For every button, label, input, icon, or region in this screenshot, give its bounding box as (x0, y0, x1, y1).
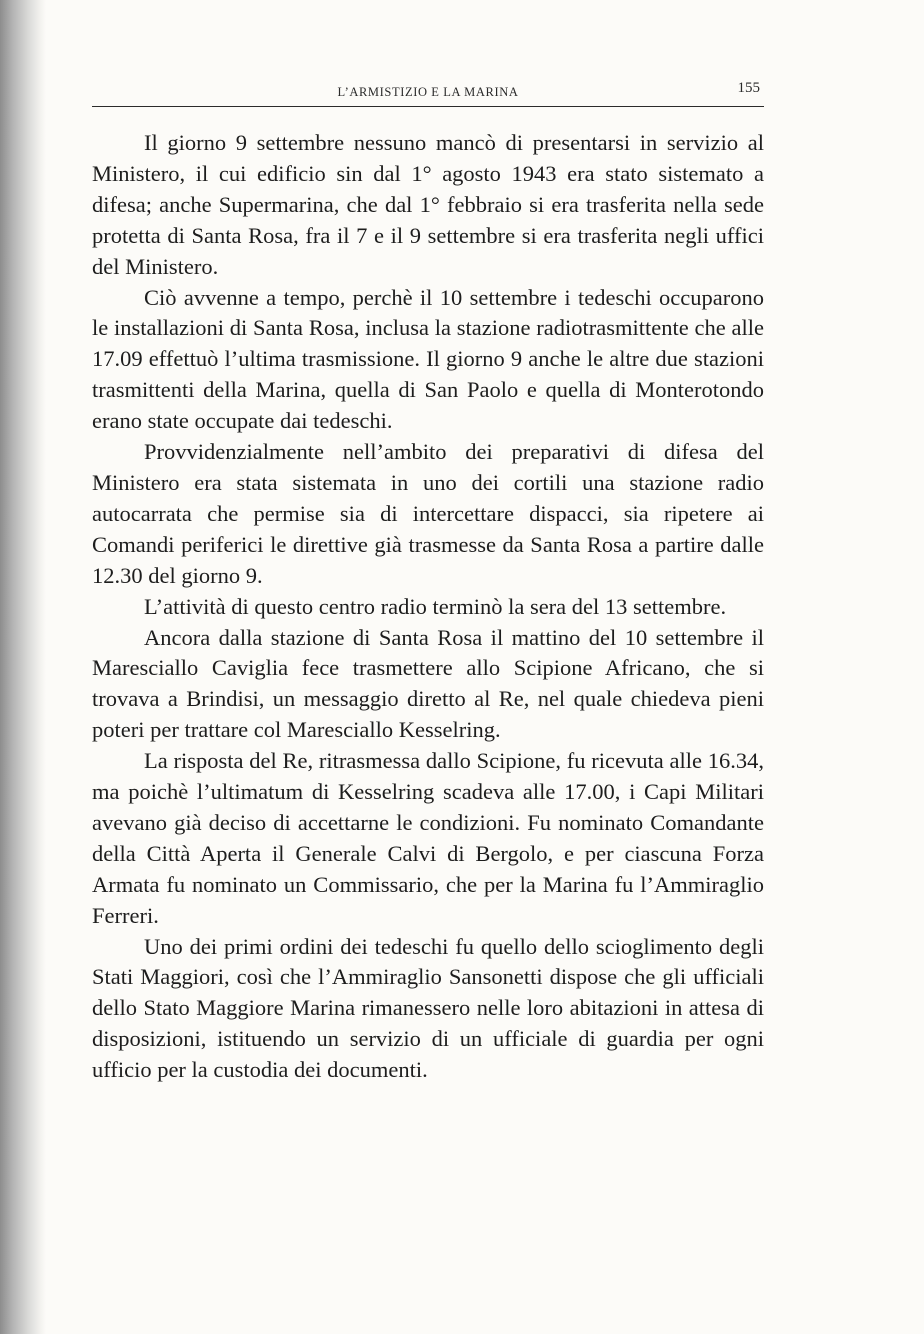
paragraph: Provvidenzialmente nell’ambito dei preparativi di difesa del Ministero era stata sistemata in uno dei cortili una stazione radio autocarrata che permise sia di intercettare dispacci, sia ripetere ai Comandi periferici le direttive già trasmesse da Santa Rosa a partire dalle 12.30 del giorno 9. (92, 439, 764, 588)
paragraph: Uno dei primi ordini dei tedeschi fu quello dello scioglimento degli Stati Maggiori, così che l’Ammiraglio Sansonetti dispose che gli ufficiali dello Stato Maggiore Marina rimanessero nelle loro abitazioni in attesa di disposizioni, istituendo un servizio di un ufficiale di guardia per ogni ufficio per la custodia dei documenti. (92, 933, 764, 1083)
body-text (92, 128, 764, 1086)
paragraph: La risposta del Re, ritrasmessa dallo Scipione, fu ricevuta alle 16.34, ma poichè l’ultimatum di Kesselring scadeva alle 17.00, i Capi Militari avevano già deciso di accettarne le condizioni. Fu nominato Comandante della Città Aperta il Generale Calvi di Bergolo, e per ciascuna Forza Armata fu nominato un Commissario, che per la Marina fu l’Ammiraglio Ferreri. (92, 748, 764, 928)
paragraph: L’attività di questo centro radio terminò la sera del 13 settembre. (144, 593, 727, 619)
book-spine-shadow (0, 0, 46, 1334)
running-title: L’ARMISTIZIO E LA MARINA (337, 85, 519, 99)
book-page (92, 0, 764, 1334)
page-number: 155 (737, 80, 760, 96)
paragraph: Il giorno 9 settembre nessuno mancò di presentarsi in servizio al Ministero, il cui edificio sin dal 1° agosto 1943 era stato sistemato a difesa; anche Supermarina, che dal 1° febbraio si era trasferita nella sede protetta di Santa Rosa, fra il 7 e il 9 settembre si era trasferita negli uffici del Ministero. (92, 130, 764, 279)
running-header (92, 76, 764, 107)
paragraph: Ancora dalla stazione di Santa Rosa il mattino del 10 settembre il Maresciallo Caviglia fece trasmettere allo Scipione Africano, che si trovava a Brindisi, un messaggio diretto al Re, nel quale chiedeva pieni poteri per trattare col Maresciallo Kesselring. (92, 624, 764, 743)
paragraph: Ciò avvenne a tempo, perchè il 10 settembre i tedeschi occuparono le installazioni di Santa Rosa, inclusa la stazione radiotrasmittente che alle 17.09 effettuò l’ultima trasmissione. Il giorno 9 anche le altre due stazioni trasmittenti della Marina, quella di San Paolo e quella di Monterotondo erano state occupate dai tedeschi. (92, 284, 764, 434)
